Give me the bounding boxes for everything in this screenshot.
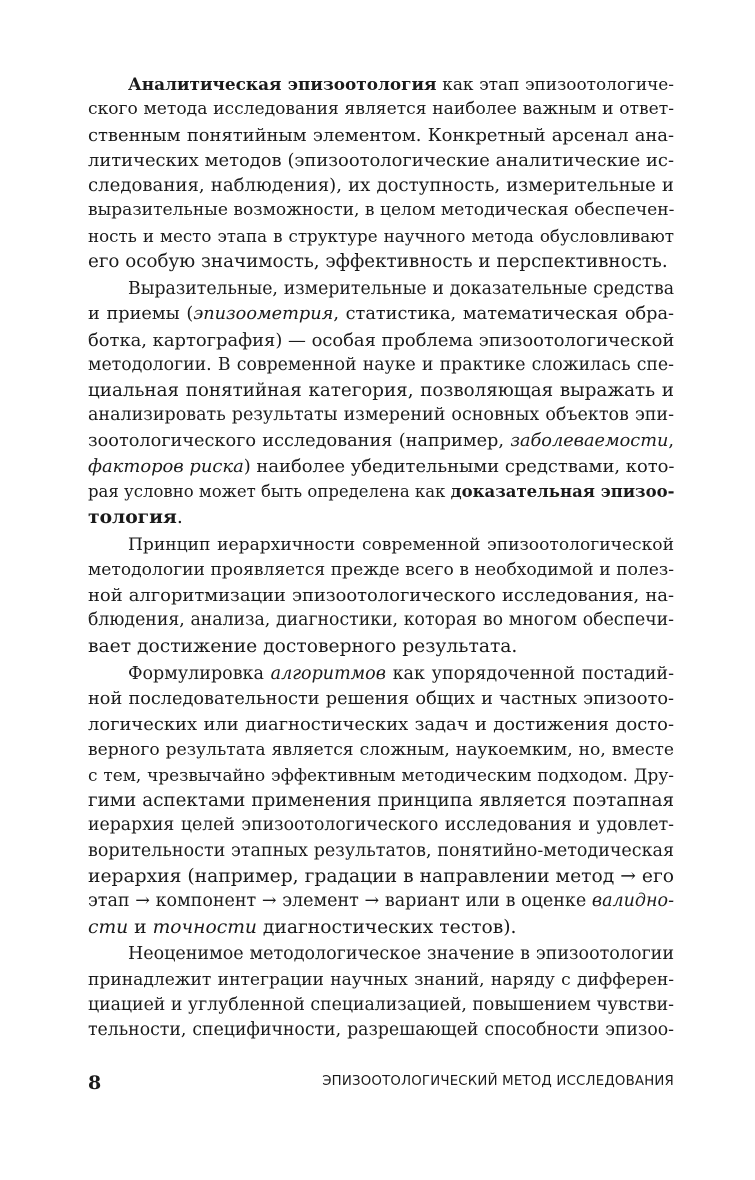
term-analytical-epizootology: Аналитическая эпизоотология [128,74,437,94]
text-line: гими аспектами применения принципа является поэтапная [88,790,674,812]
paragraph-analytical-epizootology [88,72,674,274]
text-line: логических или диагностических задач и достижения досто- [88,714,674,736]
text-line: верного результата является сложным, наукоемким, но, вместе [88,739,674,760]
term-morbidity: заболеваемости [510,430,669,451]
term-accuracy: точности [152,916,257,938]
text-line: Неоценимое методологическое значение в эпизоотологии [128,944,674,965]
text-line: ной последовательности решения общих и частных эпизоото- [88,688,674,709]
text-line: сти и точности диагностических тестов). [88,916,517,938]
text-line: факторов риска) наиболее убедительными средствами, кото- [88,456,675,478]
text-line: с тем, чрезвычайно эффективным методическим подходом. Дру- [88,764,674,785]
page-footer [88,1072,674,1098]
text-line: и приемы (эпизоометрия, статистика, математическая обра- [88,304,675,325]
paragraph-hierarchy-principle [88,533,674,659]
text-line: тология. [88,505,183,528]
text-line: анализировать результаты измерений основных объектов эпи- [88,405,674,426]
text-line: выразительные возможности, в целом методическая обеспечен- [88,200,675,221]
text-line: методологии проявляется прежде всего в необходимой и полез- [88,559,674,580]
text-line: зоотологического исследования (например, заболеваемости, [88,430,674,451]
running-title: ЭПИЗООТОЛОГИЧЕСКИЙ МЕТОД ИССЛЕДОВАНИЯ [322,1074,674,1089]
term-evidence-based-epizootology: доказательная эпизоо- [450,482,675,502]
term-validity: валидно- [591,891,674,912]
text-line: Формулировка алгоритмов как упорядоченной постадий- [128,663,674,684]
term-risk-factors: факторов риска [88,456,244,478]
text-line: методологии. В современной науке и практике сложилась спе- [88,354,674,375]
text-line: его особую значимость, эффективность и перспективность. [88,251,668,273]
term-algorithms: алгоритмов [270,663,386,684]
text-line: рая условно может быть определена как доказательная эпизоо- [88,482,675,502]
text-line: этап → компонент → элемент → вариант или в оценке валидно- [88,891,674,912]
page-number: 8 [88,1072,102,1094]
text-line: циацией и углубленной специализацией, повышением чувстви- [88,995,674,1016]
term-validity-end: сти [88,916,129,938]
text-line: Аналитическая эпизоотология как этап эпизоотологиче- [128,74,675,94]
text-line: следования, наблюдения), их доступность, измерительные и [88,175,674,197]
text-line: циальная понятийная категория, позволяющая выражать и [88,380,674,402]
text-line: Выразительные, измерительные и доказательные средства [128,278,674,299]
paragraph-algorithms [88,662,674,940]
text-line: иерархия целей эпизоотологического исследования и удовлет- [88,815,674,836]
text-line: ворительности этапных результатов, понятийно-методическая [88,840,674,861]
text-line: ной алгоритмизации эпизоотологического исследования, на- [88,585,674,607]
term-evidence-based-epizootology-end: тология [88,505,177,528]
text-line: Принцип иерархичности современной эпизоотологической [128,534,674,555]
text-line: тельности, специфичности, разрешающей способности эпизоо- [88,1020,674,1041]
paragraph-integration [88,942,674,1043]
text-line: ственным понятийным элементом. Конкретный арсенал ана- [88,124,674,146]
text-line: литических методов (эпизоотологические аналитические ис- [88,149,674,171]
text-line: вает достижение достоверного результата. [88,635,518,657]
text-line: ность и место этапа в структуре научного метода обусловливают [88,225,674,246]
text-line: иерархия (например, градации в направлении метод → его [88,865,674,887]
body-text [88,72,674,1046]
text-line: принадлежит интеграции научных знаний, наряду с дифферен- [88,969,674,990]
text-line: ботка, картография) — особая проблема эпизоотологической [88,329,675,351]
term-epizoometry: эпизоометрия [193,304,334,325]
paragraph-evidence-tools [88,277,674,530]
text-line: блюдения, анализа, диагностики, которая во многом обеспечи- [88,610,674,631]
text-line: ского метода исследования является наиболее важным и ответ- [88,99,674,120]
